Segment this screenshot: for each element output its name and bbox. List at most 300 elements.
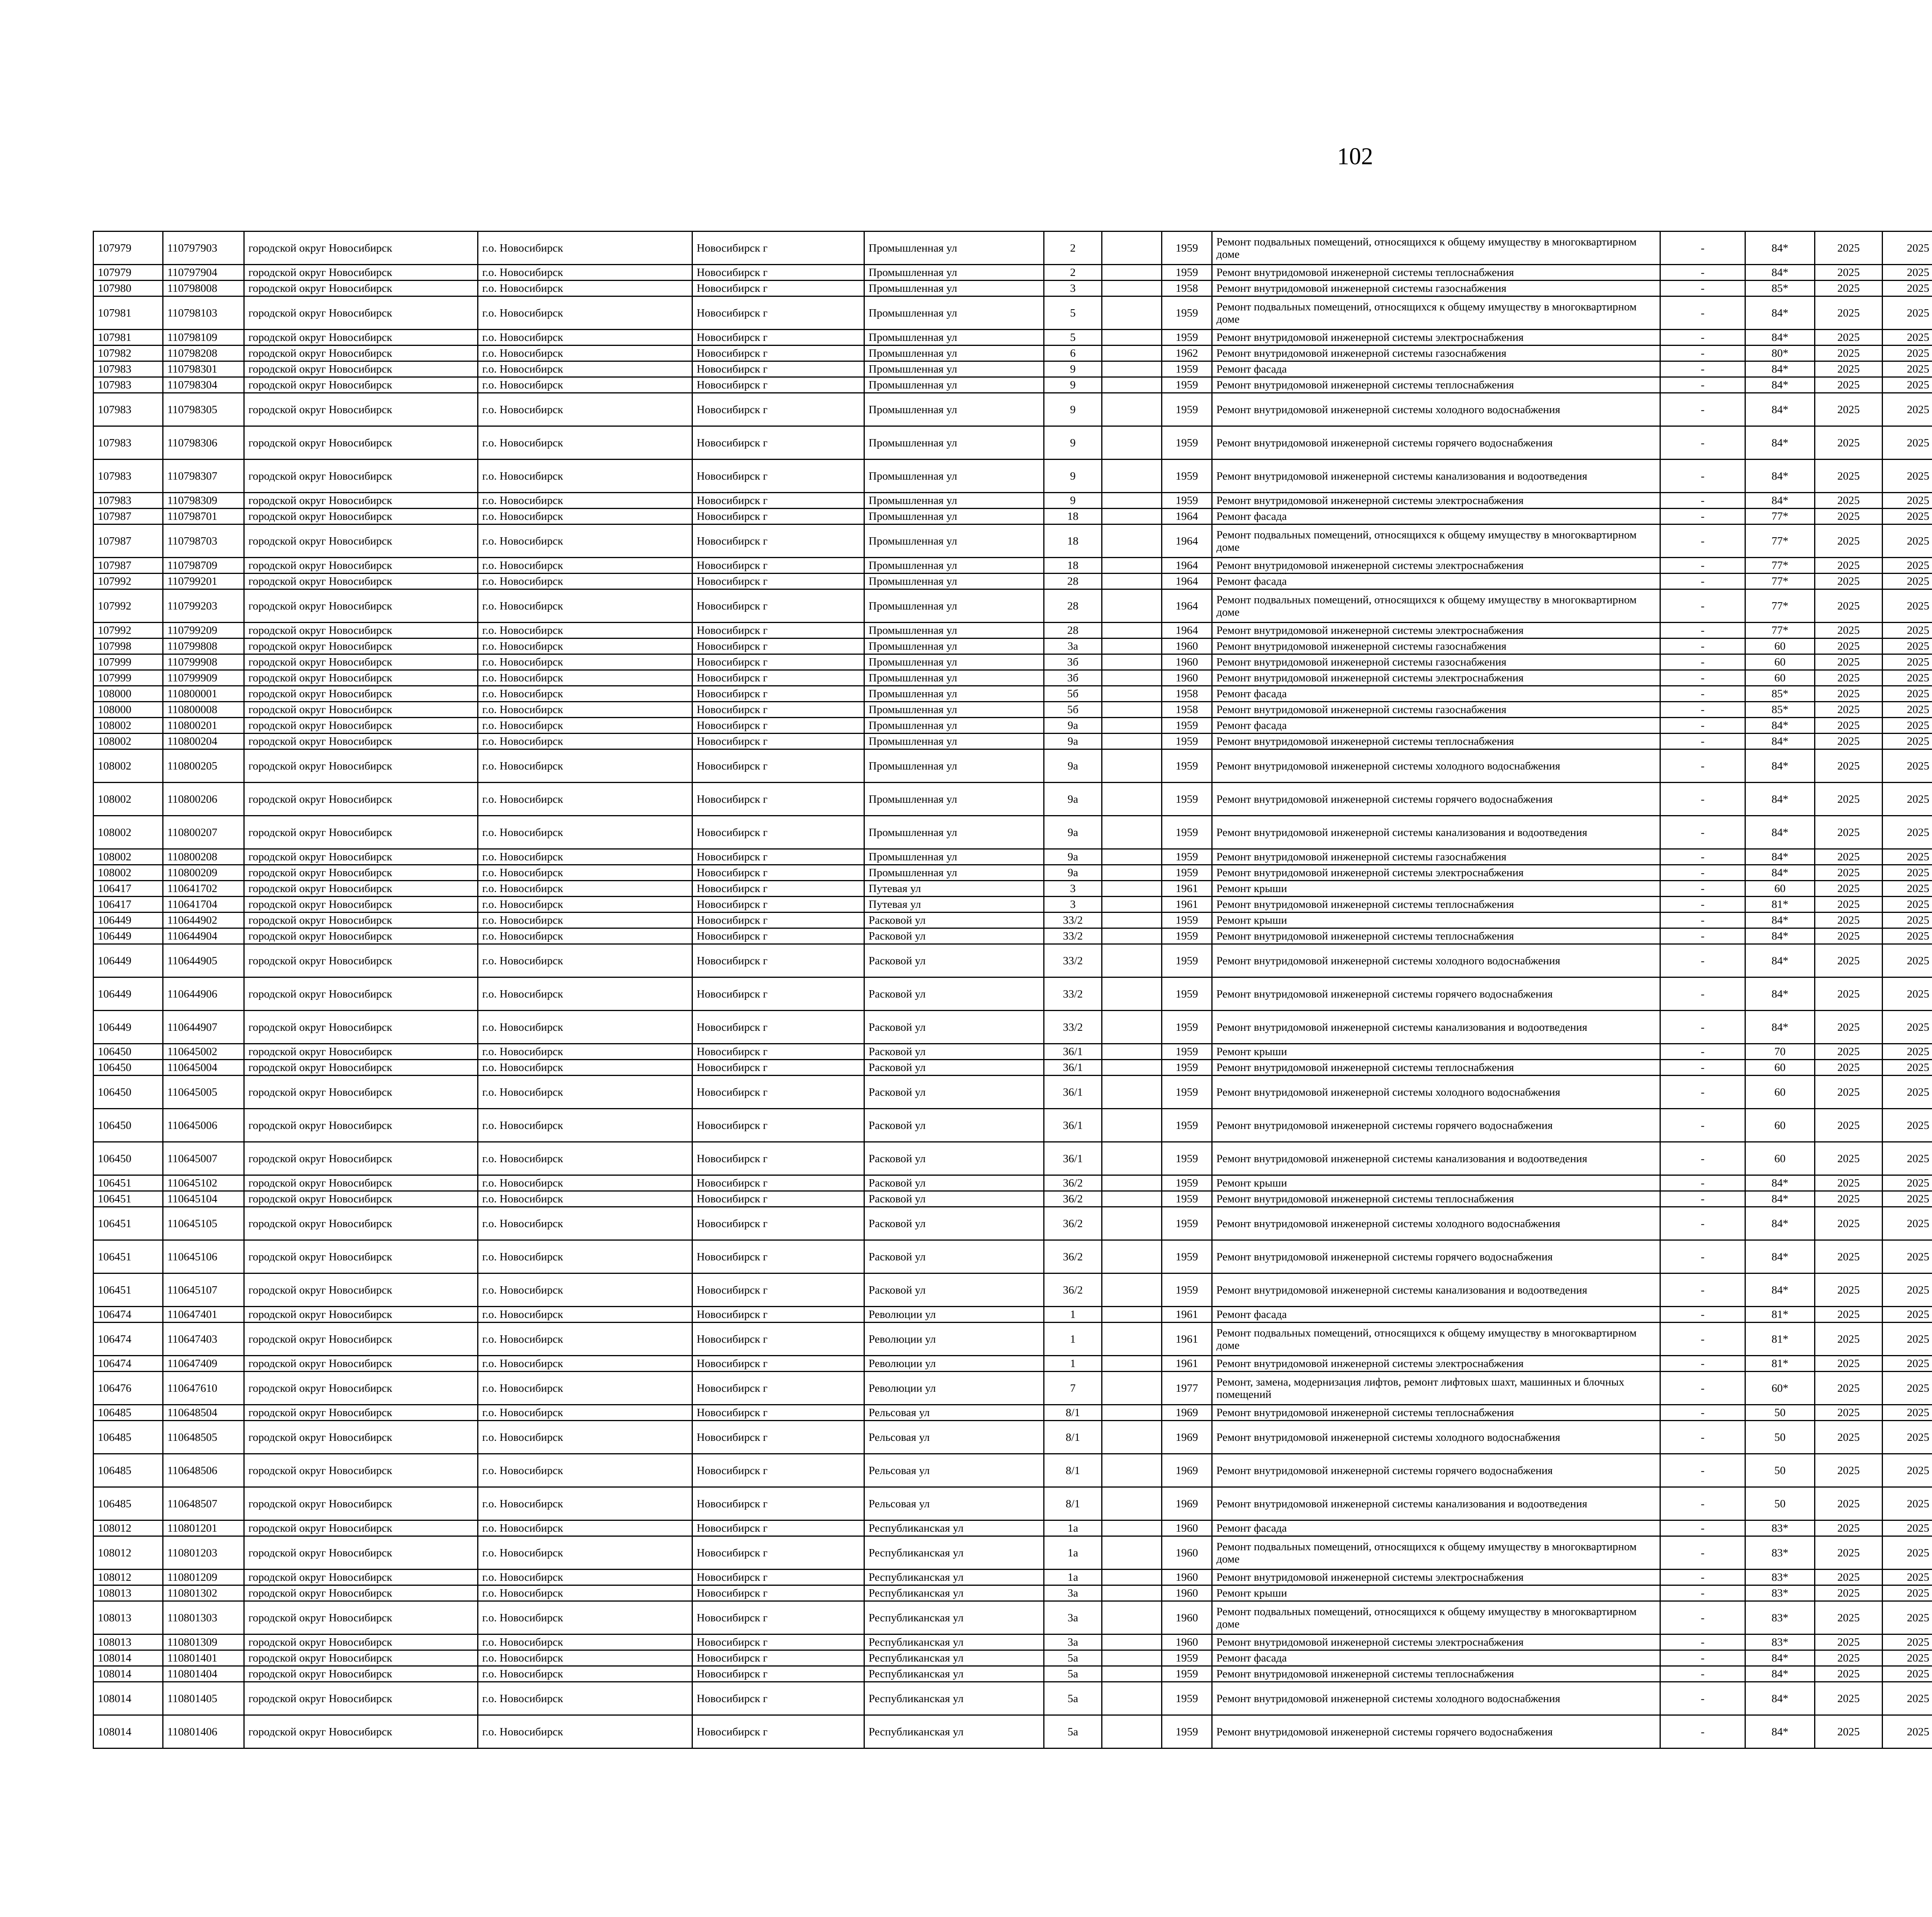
cell-dash-mark: - (1660, 393, 1745, 426)
cell-work-type: Ремонт подвальных помещений, относящихся к общему имуществу в многоквартирном доме (1212, 524, 1660, 558)
cell-object-id: 110799908 (163, 654, 244, 670)
cell-street: Промышленная ул (864, 330, 1044, 346)
cell-house-id: 108014 (94, 1650, 163, 1666)
cell-dash-mark: - (1660, 232, 1745, 265)
cell-house-number: 33/2 (1044, 944, 1102, 977)
table-row (94, 1323, 1932, 1356)
cell-city-district: г.о. Новосибирск (478, 1634, 692, 1650)
cell-year-built: 1959 (1162, 1682, 1212, 1715)
cell-dash-mark: - (1660, 1421, 1745, 1454)
cell-street: Революции ул (864, 1307, 1044, 1323)
cell-locality: Новосибирск г (692, 1076, 864, 1109)
cell-wear-percent: 60 (1745, 654, 1815, 670)
cell-house-number: 9а (1044, 865, 1102, 881)
cell-house-id: 106450 (94, 1109, 163, 1142)
cell-dash-mark: - (1660, 1585, 1745, 1601)
cell-locality: Новосибирск г (692, 1109, 864, 1142)
cell-house-number: 3а (1044, 1585, 1102, 1601)
cell-wear-percent: 60 (1745, 881, 1815, 897)
cell-building (1102, 1142, 1162, 1175)
cell-house-id: 106485 (94, 1454, 163, 1487)
cell-wear-percent: 83* (1745, 1634, 1815, 1650)
cell-municipality: городской округ Новосибирск (244, 702, 478, 718)
cell-object-id: 110801203 (163, 1536, 244, 1570)
cell-municipality: городской округ Новосибирск (244, 654, 478, 670)
cell-wear-percent: 84* (1745, 816, 1815, 849)
cell-object-id: 110647403 (163, 1323, 244, 1356)
cell-locality: Новосибирск г (692, 977, 864, 1011)
cell-plan-year-end: 2025 (1883, 1060, 1932, 1076)
table-row (94, 1356, 1932, 1372)
cell-work-type: Ремонт внутридомовой инженерной системы теплоснабжения (1212, 928, 1660, 944)
cell-year-built: 1961 (1162, 897, 1212, 913)
cell-plan-year-end: 2025 (1883, 589, 1932, 623)
table-row (94, 460, 1932, 493)
cell-city-district: г.о. Новосибирск (478, 1372, 692, 1405)
cell-plan-year-end: 2025 (1883, 558, 1932, 574)
cell-house-number: 9а (1044, 816, 1102, 849)
table-row (94, 1273, 1932, 1307)
cell-plan-year-end: 2025 (1883, 1356, 1932, 1372)
cell-building (1102, 1421, 1162, 1454)
cell-plan-year-end: 2025 (1883, 1175, 1932, 1191)
cell-municipality: городской округ Новосибирск (244, 944, 478, 977)
cell-work-type: Ремонт внутридомовой инженерной системы горячего водоснабжения (1212, 783, 1660, 816)
cell-year-built: 1958 (1162, 686, 1212, 702)
cell-building (1102, 1011, 1162, 1044)
cell-work-type: Ремонт фасада (1212, 1650, 1660, 1666)
cell-dash-mark: - (1660, 1356, 1745, 1372)
cell-locality: Новосибирск г (692, 816, 864, 849)
table-row (94, 1240, 1932, 1273)
cell-street: Промышленная ул (864, 865, 1044, 881)
cell-city-district: г.о. Новосибирск (478, 734, 692, 749)
cell-house-id: 108002 (94, 718, 163, 734)
cell-year-built: 1959 (1162, 361, 1212, 377)
cell-house-number: 36/2 (1044, 1207, 1102, 1240)
cell-house-number: 5б (1044, 702, 1102, 718)
cell-work-type: Ремонт внутридомовой инженерной системы теплоснабжения (1212, 377, 1660, 393)
cell-locality: Новосибирск г (692, 1011, 864, 1044)
cell-municipality: городской округ Новосибирск (244, 1650, 478, 1666)
cell-building (1102, 881, 1162, 897)
cell-object-id: 110801405 (163, 1682, 244, 1715)
table-row (94, 1011, 1932, 1044)
cell-street: Революции ул (864, 1372, 1044, 1405)
table-row (94, 1044, 1932, 1060)
cell-dash-mark: - (1660, 881, 1745, 897)
cell-dash-mark: - (1660, 1307, 1745, 1323)
cell-year-built: 1959 (1162, 849, 1212, 865)
cell-house-id: 106417 (94, 897, 163, 913)
cell-dash-mark: - (1660, 460, 1745, 493)
table-row (94, 1372, 1932, 1405)
cell-work-type: Ремонт фасада (1212, 574, 1660, 589)
cell-object-id: 110799209 (163, 623, 244, 638)
cell-plan-year-start: 2025 (1815, 1650, 1883, 1666)
cell-house-number: 5б (1044, 686, 1102, 702)
cell-year-built: 1959 (1162, 1011, 1212, 1044)
cell-house-id: 108002 (94, 734, 163, 749)
cell-street: Расковой ул (864, 1044, 1044, 1060)
cell-house-number: 36/2 (1044, 1191, 1102, 1207)
cell-city-district: г.о. Новосибирск (478, 558, 692, 574)
cell-municipality: городской округ Новосибирск (244, 1109, 478, 1142)
cell-city-district: г.о. Новосибирск (478, 638, 692, 654)
cell-wear-percent: 77* (1745, 589, 1815, 623)
cell-year-built: 1961 (1162, 1356, 1212, 1372)
cell-building (1102, 1585, 1162, 1601)
cell-wear-percent: 84* (1745, 734, 1815, 749)
cell-year-built: 1959 (1162, 1650, 1212, 1666)
cell-municipality: городской округ Новосибирск (244, 346, 478, 361)
cell-city-district: г.о. Новосибирск (478, 1323, 692, 1356)
cell-plan-year-end: 2025 (1883, 265, 1932, 281)
cell-city-district: г.о. Новосибирск (478, 1044, 692, 1060)
cell-house-id: 107992 (94, 574, 163, 589)
cell-work-type: Ремонт подвальных помещений, относящихся к общему имуществу в многоквартирном доме (1212, 1601, 1660, 1634)
cell-municipality: городской округ Новосибирск (244, 783, 478, 816)
cell-object-id: 110645002 (163, 1044, 244, 1060)
cell-work-type: Ремонт внутридомовой инженерной системы электроснабжения (1212, 1570, 1660, 1585)
cell-dash-mark: - (1660, 913, 1745, 928)
cell-year-built: 1959 (1162, 460, 1212, 493)
cell-building (1102, 330, 1162, 346)
cell-street: Расковой ул (864, 944, 1044, 977)
cell-object-id: 110644904 (163, 928, 244, 944)
cell-object-id: 110648507 (163, 1487, 244, 1520)
cell-wear-percent: 84* (1745, 330, 1815, 346)
cell-building (1102, 296, 1162, 330)
cell-plan-year-end: 2025 (1883, 944, 1932, 977)
cell-dash-mark: - (1660, 654, 1745, 670)
cell-street: Промышленная ул (864, 654, 1044, 670)
cell-city-district: г.о. Новосибирск (478, 1487, 692, 1520)
table-row (94, 1175, 1932, 1191)
table-row (94, 749, 1932, 783)
cell-city-district: г.о. Новосибирск (478, 1191, 692, 1207)
cell-year-built: 1959 (1162, 232, 1212, 265)
cell-plan-year-start: 2025 (1815, 734, 1883, 749)
table-row (94, 977, 1932, 1011)
cell-year-built: 1969 (1162, 1487, 1212, 1520)
cell-plan-year-start: 2025 (1815, 1666, 1883, 1682)
cell-house-number: 5а (1044, 1682, 1102, 1715)
cell-municipality: городской округ Новосибирск (244, 493, 478, 509)
table-row (94, 1585, 1932, 1601)
cell-object-id: 110801309 (163, 1634, 244, 1650)
cell-plan-year-start: 2025 (1815, 1060, 1883, 1076)
cell-plan-year-end: 2025 (1883, 670, 1932, 686)
cell-year-built: 1959 (1162, 1240, 1212, 1273)
cell-plan-year-start: 2025 (1815, 524, 1883, 558)
cell-house-number: 36/2 (1044, 1273, 1102, 1307)
cell-wear-percent: 84* (1745, 265, 1815, 281)
cell-work-type: Ремонт внутридомовой инженерной системы теплоснабжения (1212, 1666, 1660, 1682)
cell-house-id: 107981 (94, 330, 163, 346)
cell-plan-year-start: 2025 (1815, 1175, 1883, 1191)
cell-object-id: 110798701 (163, 509, 244, 524)
cell-building (1102, 1207, 1162, 1240)
table-row (94, 1060, 1932, 1076)
cell-plan-year-start: 2025 (1815, 1323, 1883, 1356)
page-number: 102 (1337, 143, 1373, 170)
cell-year-built: 1959 (1162, 783, 1212, 816)
cell-municipality: городской округ Новосибирск (244, 1421, 478, 1454)
table-row (94, 1520, 1932, 1536)
cell-municipality: городской округ Новосибирск (244, 1175, 478, 1191)
cell-plan-year-end: 2025 (1883, 881, 1932, 897)
cell-dash-mark: - (1660, 702, 1745, 718)
cell-building (1102, 1323, 1162, 1356)
cell-plan-year-end: 2025 (1883, 1634, 1932, 1650)
cell-building (1102, 1372, 1162, 1405)
cell-building (1102, 589, 1162, 623)
cell-year-built: 1959 (1162, 1175, 1212, 1191)
cell-wear-percent: 60 (1745, 638, 1815, 654)
cell-wear-percent: 84* (1745, 1666, 1815, 1682)
cell-city-district: г.о. Новосибирск (478, 426, 692, 460)
cell-locality: Новосибирск г (692, 330, 864, 346)
table-row (94, 493, 1932, 509)
cell-house-number: 3а (1044, 1634, 1102, 1650)
cell-work-type: Ремонт внутридомовой инженерной системы канализования и водоотведения (1212, 1273, 1660, 1307)
cell-locality: Новосибирск г (692, 849, 864, 865)
cell-year-built: 1959 (1162, 865, 1212, 881)
cell-house-id: 106474 (94, 1307, 163, 1323)
cell-work-type: Ремонт подвальных помещений, относящихся к общему имуществу в многоквартирном доме (1212, 1323, 1660, 1356)
cell-object-id: 110644905 (163, 944, 244, 977)
cell-year-built: 1959 (1162, 296, 1212, 330)
table-row (94, 589, 1932, 623)
cell-locality: Новосибирск г (692, 1240, 864, 1273)
cell-building (1102, 686, 1162, 702)
cell-plan-year-end: 2025 (1883, 654, 1932, 670)
cell-work-type: Ремонт фасада (1212, 1307, 1660, 1323)
cell-dash-mark: - (1660, 1682, 1745, 1715)
cell-city-district: г.о. Новосибирск (478, 749, 692, 783)
table-row (94, 346, 1932, 361)
cell-wear-percent: 84* (1745, 426, 1815, 460)
cell-plan-year-start: 2025 (1815, 1421, 1883, 1454)
cell-plan-year-end: 2025 (1883, 1273, 1932, 1307)
cell-city-district: г.о. Новосибирск (478, 460, 692, 493)
table-row (94, 574, 1932, 589)
cell-work-type: Ремонт внутридомовой инженерной системы теплоснабжения (1212, 897, 1660, 913)
cell-object-id: 110800201 (163, 718, 244, 734)
cell-locality: Новосибирск г (692, 281, 864, 296)
cell-street: Республиканская ул (864, 1520, 1044, 1536)
cell-locality: Новосибирск г (692, 346, 864, 361)
cell-year-built: 1959 (1162, 1109, 1212, 1142)
cell-building (1102, 1715, 1162, 1748)
cell-building (1102, 702, 1162, 718)
cell-wear-percent: 70 (1745, 1044, 1815, 1060)
cell-locality: Новосибирск г (692, 1454, 864, 1487)
cell-house-id: 106451 (94, 1273, 163, 1307)
cell-building (1102, 638, 1162, 654)
cell-year-built: 1959 (1162, 1076, 1212, 1109)
cell-city-district: г.о. Новосибирск (478, 881, 692, 897)
cell-street: Промышленная ул (864, 281, 1044, 296)
cell-dash-mark: - (1660, 734, 1745, 749)
cell-year-built: 1960 (1162, 1601, 1212, 1634)
cell-street: Расковой ул (864, 928, 1044, 944)
table-row (94, 1650, 1932, 1666)
cell-object-id: 110798109 (163, 330, 244, 346)
cell-building (1102, 426, 1162, 460)
cell-object-id: 110647409 (163, 1356, 244, 1372)
cell-street: Рельсовая ул (864, 1405, 1044, 1421)
cell-city-district: г.о. Новосибирск (478, 944, 692, 977)
cell-year-built: 1959 (1162, 944, 1212, 977)
cell-house-number: 28 (1044, 623, 1102, 638)
cell-locality: Новосибирск г (692, 670, 864, 686)
cell-object-id: 110798008 (163, 281, 244, 296)
cell-plan-year-start: 2025 (1815, 493, 1883, 509)
cell-wear-percent: 84* (1745, 1715, 1815, 1748)
cell-plan-year-end: 2025 (1883, 1405, 1932, 1421)
cell-dash-mark: - (1660, 816, 1745, 849)
cell-plan-year-end: 2025 (1883, 1536, 1932, 1570)
cell-wear-percent: 83* (1745, 1570, 1815, 1585)
cell-house-id: 106450 (94, 1060, 163, 1076)
cell-municipality: городской округ Новосибирск (244, 670, 478, 686)
cell-city-district: г.о. Новосибирск (478, 913, 692, 928)
cell-wear-percent: 84* (1745, 1207, 1815, 1240)
cell-object-id: 110801302 (163, 1585, 244, 1601)
cell-building (1102, 1175, 1162, 1191)
cell-wear-percent: 81* (1745, 897, 1815, 913)
cell-street: Промышленная ул (864, 361, 1044, 377)
cell-plan-year-start: 2025 (1815, 1682, 1883, 1715)
cell-city-district: г.о. Новосибирск (478, 393, 692, 426)
cell-wear-percent: 84* (1745, 913, 1815, 928)
cell-plan-year-start: 2025 (1815, 1356, 1883, 1372)
cell-house-number: 28 (1044, 574, 1102, 589)
table-row (94, 361, 1932, 377)
cell-year-built: 1960 (1162, 1585, 1212, 1601)
cell-building (1102, 897, 1162, 913)
cell-work-type: Ремонт фасада (1212, 509, 1660, 524)
cell-plan-year-start: 2025 (1815, 1634, 1883, 1650)
cell-plan-year-start: 2025 (1815, 1307, 1883, 1323)
cell-object-id: 110798301 (163, 361, 244, 377)
cell-municipality: городской округ Новосибирск (244, 913, 478, 928)
cell-city-district: г.о. Новосибирск (478, 1666, 692, 1682)
cell-municipality: городской округ Новосибирск (244, 232, 478, 265)
cell-year-built: 1962 (1162, 346, 1212, 361)
cell-object-id: 110645005 (163, 1076, 244, 1109)
cell-plan-year-start: 2025 (1815, 1076, 1883, 1109)
cell-street: Промышленная ул (864, 524, 1044, 558)
cell-dash-mark: - (1660, 865, 1745, 881)
cell-street: Республиканская ул (864, 1666, 1044, 1682)
cell-dash-mark: - (1660, 1273, 1745, 1307)
cell-work-type: Ремонт внутридомовой инженерной системы холодного водоснабжения (1212, 1421, 1660, 1454)
cell-locality: Новосибирск г (692, 265, 864, 281)
cell-work-type: Ремонт фасада (1212, 1520, 1660, 1536)
cell-municipality: городской округ Новосибирск (244, 1207, 478, 1240)
cell-municipality: городской округ Новосибирск (244, 1240, 478, 1273)
table-row (94, 816, 1932, 849)
cell-wear-percent: 84* (1745, 493, 1815, 509)
cell-object-id: 110645006 (163, 1109, 244, 1142)
cell-locality: Новосибирск г (692, 913, 864, 928)
cell-work-type: Ремонт внутридомовой инженерной системы канализования и водоотведения (1212, 1142, 1660, 1175)
cell-wear-percent: 81* (1745, 1356, 1815, 1372)
cell-dash-mark: - (1660, 1601, 1745, 1634)
cell-house-number: 9а (1044, 849, 1102, 865)
cell-work-type: Ремонт внутридомовой инженерной системы электроснабжения (1212, 623, 1660, 638)
cell-plan-year-start: 2025 (1815, 977, 1883, 1011)
cell-wear-percent: 60* (1745, 1372, 1815, 1405)
cell-work-type: Ремонт крыши (1212, 1044, 1660, 1060)
cell-year-built: 1960 (1162, 654, 1212, 670)
cell-wear-percent: 83* (1745, 1585, 1815, 1601)
cell-wear-percent: 83* (1745, 1601, 1815, 1634)
cell-plan-year-start: 2025 (1815, 1487, 1883, 1520)
cell-locality: Новосибирск г (692, 1650, 864, 1666)
cell-object-id: 110645104 (163, 1191, 244, 1207)
cell-municipality: городской округ Новосибирск (244, 638, 478, 654)
cell-plan-year-start: 2025 (1815, 849, 1883, 865)
cell-plan-year-start: 2025 (1815, 1520, 1883, 1536)
cell-house-id: 107981 (94, 296, 163, 330)
cell-work-type: Ремонт внутридомовой инженерной системы теплоснабжения (1212, 1060, 1660, 1076)
cell-dash-mark: - (1660, 1240, 1745, 1273)
table-row (94, 1207, 1932, 1240)
cell-building (1102, 377, 1162, 393)
cell-dash-mark: - (1660, 1323, 1745, 1356)
cell-municipality: городской округ Новосибирск (244, 816, 478, 849)
cell-year-built: 1959 (1162, 1273, 1212, 1307)
cell-building (1102, 654, 1162, 670)
cell-wear-percent: 50 (1745, 1405, 1815, 1421)
cell-plan-year-start: 2025 (1815, 1405, 1883, 1421)
cell-municipality: городской округ Новосибирск (244, 1666, 478, 1682)
cell-year-built: 1960 (1162, 1634, 1212, 1650)
cell-work-type: Ремонт внутридомовой инженерной системы газоснабжения (1212, 346, 1660, 361)
cell-house-id: 108013 (94, 1585, 163, 1601)
cell-plan-year-start: 2025 (1815, 1142, 1883, 1175)
cell-city-district: г.о. Новосибирск (478, 1356, 692, 1372)
cell-plan-year-start: 2025 (1815, 865, 1883, 881)
cell-plan-year-end: 2025 (1883, 749, 1932, 783)
cell-house-number: 3а (1044, 638, 1102, 654)
cell-work-type: Ремонт подвальных помещений, относящихся к общему имуществу в многоквартирном доме (1212, 232, 1660, 265)
cell-house-id: 107983 (94, 393, 163, 426)
cell-object-id: 110797903 (163, 232, 244, 265)
cell-plan-year-end: 2025 (1883, 977, 1932, 1011)
cell-municipality: городской округ Новосибирск (244, 393, 478, 426)
cell-locality: Новосибирск г (692, 1207, 864, 1240)
cell-street: Промышленная ул (864, 589, 1044, 623)
cell-building (1102, 718, 1162, 734)
cell-dash-mark: - (1660, 849, 1745, 865)
cell-plan-year-start: 2025 (1815, 913, 1883, 928)
cell-object-id: 110800207 (163, 816, 244, 849)
cell-work-type: Ремонт внутридомовой инженерной системы теплоснабжения (1212, 1191, 1660, 1207)
cell-wear-percent: 83* (1745, 1520, 1815, 1536)
cell-year-built: 1959 (1162, 1715, 1212, 1748)
cell-year-built: 1959 (1162, 1044, 1212, 1060)
cell-street: Расковой ул (864, 1109, 1044, 1142)
cell-wear-percent: 84* (1745, 977, 1815, 1011)
cell-locality: Новосибирск г (692, 1682, 864, 1715)
cell-building (1102, 558, 1162, 574)
table-row (94, 1142, 1932, 1175)
